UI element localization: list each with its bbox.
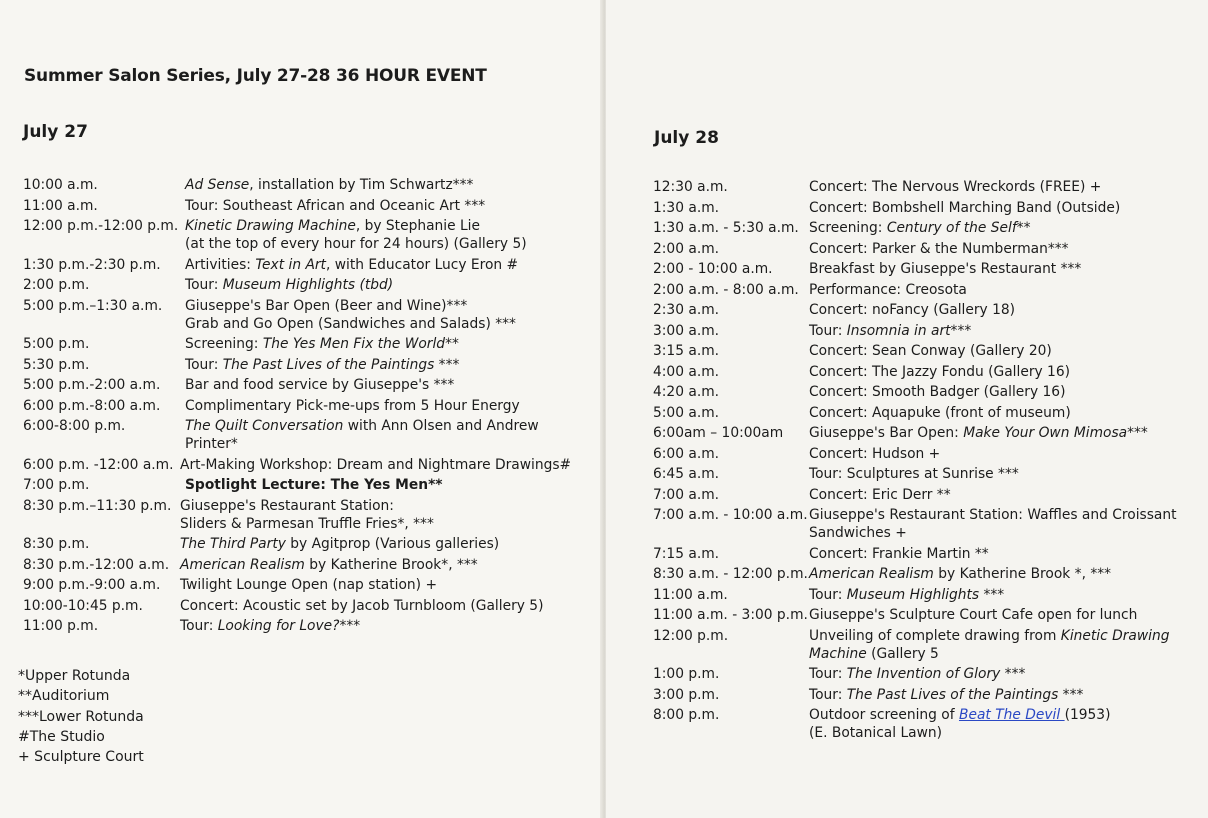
event-description xyxy=(809,178,1203,196)
event-text: Concert: Smooth Badger (Gallery 16) xyxy=(809,384,1066,400)
schedule-row xyxy=(653,219,1203,237)
schedule-row xyxy=(653,199,1203,217)
event-time: 7:00 a.m. xyxy=(653,486,720,503)
schedule-row xyxy=(23,197,598,215)
event-time: 7:15 a.m. xyxy=(653,545,720,562)
schedule-row xyxy=(653,486,1203,504)
event-time: 12:30 a.m. xyxy=(653,179,728,195)
event-text-bold: Spotlight Lecture: The Yes Men** xyxy=(185,477,443,493)
event-text: Complimentary Pick-me-ups from 5 Hour Energy xyxy=(185,397,520,414)
event-text: Breakfast by Giuseppe's Restaurant *** xyxy=(809,261,1082,277)
event-time: 8:30 p.m.–11:30 p.m. xyxy=(23,497,172,514)
event-line xyxy=(809,465,1203,483)
schedule-row xyxy=(23,297,598,333)
event-text: Tour: xyxy=(809,586,847,603)
july-27-heading: July 27 xyxy=(23,122,88,142)
event-line xyxy=(809,665,1203,683)
event-text: ** xyxy=(1016,220,1031,236)
schedule-row xyxy=(653,665,1203,683)
event-line xyxy=(809,606,1203,624)
july-28-heading: July 28 xyxy=(654,128,719,148)
event-time: 10:00 a.m. xyxy=(23,177,98,193)
event-line xyxy=(809,445,1203,463)
event-text: Concert: Acoustic set by Jacob Turnbloom (Gallery 5) xyxy=(180,597,544,614)
event-description xyxy=(185,335,598,353)
event-line-2 xyxy=(180,515,598,533)
schedule-row xyxy=(653,545,1203,563)
event-line xyxy=(185,335,598,353)
schedule-row xyxy=(653,363,1203,381)
event-time: 6:00-8:00 p.m. xyxy=(23,418,126,434)
event-line xyxy=(180,497,598,515)
event-line xyxy=(180,556,598,574)
july-27-schedule xyxy=(23,176,598,638)
event-title: Century of the Self xyxy=(886,220,1017,236)
event-title: American Realism xyxy=(180,556,305,573)
event-line xyxy=(809,586,1203,604)
event-time: 6:00 a.m. xyxy=(653,445,720,462)
schedule-row xyxy=(23,617,598,635)
event-line xyxy=(809,281,1203,299)
event-title: Kinetic Drawing Machine xyxy=(185,218,356,234)
event-time: 7:00 p.m. xyxy=(23,477,90,493)
event-text: Screening: xyxy=(185,336,263,352)
event-text: Tour: xyxy=(809,322,847,339)
event-time: 4:20 a.m. xyxy=(653,384,720,400)
event-line xyxy=(185,217,598,235)
event-time: 12:00 p.m. xyxy=(653,627,729,644)
event-time: 5:00 p.m.-2:00 a.m. xyxy=(23,377,161,393)
event-line xyxy=(180,597,598,615)
legend-entry: ***Lower Rotunda xyxy=(18,708,144,725)
event-text: Concert: The Nervous Wreckords (FREE) + xyxy=(809,179,1102,195)
event-description xyxy=(809,606,1203,624)
event-description xyxy=(180,556,598,574)
event-description xyxy=(809,506,1203,542)
event-text: Artivities: xyxy=(185,256,256,273)
event-text: Tour: xyxy=(185,356,223,373)
event-time: 2:00 p.m. xyxy=(23,277,90,293)
event-line-2 xyxy=(185,435,598,453)
schedule-row xyxy=(653,240,1203,258)
event-text: Grab and Go Open (Sandwiches and Salads) *** xyxy=(185,315,516,332)
event-text: Sandwiches + xyxy=(809,525,907,541)
event-line xyxy=(185,476,598,494)
event-line-2 xyxy=(185,315,598,333)
event-time: 2:00 a.m. - 8:00 a.m. xyxy=(653,281,799,298)
event-title: Kinetic Drawing xyxy=(1060,627,1170,644)
event-text: Tour: xyxy=(185,277,223,293)
event-description xyxy=(809,424,1203,442)
event-line xyxy=(809,301,1203,319)
event-description xyxy=(180,617,598,635)
right-page xyxy=(606,0,1208,818)
location-legend xyxy=(18,666,144,767)
event-text: Concert: Sean Conway (Gallery 20) xyxy=(809,343,1052,359)
event-time: 8:30 p.m.-12:00 a.m. xyxy=(23,556,170,573)
event-text: Bar and food service by Giuseppe's *** xyxy=(185,377,455,393)
event-description xyxy=(185,256,598,274)
event-text: , by Stephanie Lie xyxy=(355,218,480,234)
schedule-row xyxy=(653,586,1203,604)
event-description xyxy=(809,486,1203,504)
event-line xyxy=(809,424,1203,442)
event-text: Art-Making Workshop: Dream and Nightmare Drawings# xyxy=(180,456,572,473)
event-time: 7:00 a.m. - 10:00 a.m. xyxy=(653,507,808,523)
event-description xyxy=(809,383,1203,401)
event-text: *** xyxy=(1058,686,1084,703)
schedule-row xyxy=(23,535,598,553)
legend-entry: *Upper Rotunda xyxy=(18,668,131,684)
event-text: *** xyxy=(339,618,361,634)
schedule-row xyxy=(653,424,1203,442)
event-line xyxy=(809,383,1203,401)
event-line xyxy=(809,342,1203,360)
event-text: Printer* xyxy=(185,436,238,452)
event-line-2 xyxy=(185,235,598,253)
schedule-row xyxy=(23,497,598,533)
schedule-row xyxy=(23,597,598,615)
event-description xyxy=(180,497,598,533)
event-description xyxy=(809,686,1203,704)
event-text: *** xyxy=(1000,666,1026,682)
event-description xyxy=(809,301,1203,319)
schedule-row xyxy=(653,322,1203,340)
schedule-row xyxy=(23,476,598,494)
schedule-row xyxy=(23,276,598,294)
event-description xyxy=(809,219,1203,237)
event-time: 6:45 a.m. xyxy=(653,466,720,482)
event-title: Museum Highlights (tbd) xyxy=(222,277,394,293)
event-text: *** xyxy=(979,586,1005,603)
event-time: 6:00 p.m.-8:00 a.m. xyxy=(23,397,161,414)
schedule-row xyxy=(23,556,598,574)
event-time: 3:00 p.m. xyxy=(653,686,720,703)
event-text: Unveiling of complete drawing from xyxy=(809,627,1061,644)
schedule-row xyxy=(653,178,1203,196)
schedule-row xyxy=(23,397,598,415)
event-time: 2:00 - 10:00 a.m. xyxy=(653,261,773,277)
event-description xyxy=(809,363,1203,381)
schedule-row xyxy=(23,176,598,194)
schedule-row xyxy=(23,417,598,453)
schedule-row xyxy=(653,260,1203,278)
event-line xyxy=(809,627,1203,645)
schedule-row xyxy=(653,706,1203,742)
event-description xyxy=(185,356,598,374)
event-line xyxy=(185,417,598,435)
event-time: 6:00am – 10:00am xyxy=(653,425,784,441)
event-text: Tour: xyxy=(180,618,218,634)
schedule-row xyxy=(653,606,1203,624)
event-time: 11:00 p.m. xyxy=(23,618,99,634)
schedule-row xyxy=(653,686,1203,704)
legend-entry: **Auditorium xyxy=(18,688,110,705)
event-description xyxy=(809,281,1203,299)
event-text: by Agitprop (Various galleries) xyxy=(285,536,500,552)
event-time: 9:00 p.m.-9:00 a.m. xyxy=(23,577,161,593)
event-line xyxy=(180,456,598,474)
event-line xyxy=(809,545,1203,563)
event-text: (at the top of every hour for 24 hours) (Gallery 5) xyxy=(185,236,527,252)
schedule-row xyxy=(653,342,1203,360)
schedule-row xyxy=(653,281,1203,299)
event-line xyxy=(809,706,1203,724)
schedule-row xyxy=(653,627,1203,663)
event-line xyxy=(180,617,598,635)
event-description xyxy=(809,586,1203,604)
event-text: Performance: Creosota xyxy=(809,281,967,298)
event-line xyxy=(809,404,1203,422)
event-text: Concert: Frankie Martin ** xyxy=(809,545,989,562)
event-text: Tour: xyxy=(809,686,847,703)
event-title: Ad Sense xyxy=(185,177,250,193)
event-line xyxy=(809,506,1203,524)
event-time: 10:00-10:45 p.m. xyxy=(23,597,143,614)
event-time: 8:30 p.m. xyxy=(23,536,90,552)
event-time: 5:00 p.m.–1:30 a.m. xyxy=(23,297,163,314)
schedule-row xyxy=(23,335,598,353)
schedule-row xyxy=(653,465,1203,483)
event-time: 3:00 a.m. xyxy=(653,322,720,339)
schedule-row xyxy=(23,576,598,594)
event-line xyxy=(809,199,1203,217)
event-description xyxy=(185,397,598,415)
event-title-link: Beat The Devil xyxy=(958,707,1065,723)
event-description xyxy=(809,627,1203,663)
event-time: 8:00 p.m. xyxy=(653,707,720,723)
event-description xyxy=(180,576,598,594)
event-line xyxy=(185,297,598,315)
event-time: 2:30 a.m. xyxy=(653,302,720,318)
event-line xyxy=(185,197,598,215)
event-time: 11:00 a.m. xyxy=(23,197,98,214)
schedule-row xyxy=(23,217,598,253)
event-line xyxy=(185,397,598,415)
event-text: ** xyxy=(445,336,459,352)
event-description xyxy=(809,565,1203,583)
event-description xyxy=(180,456,598,474)
event-text: Concert: Hudson + xyxy=(809,445,941,462)
event-title: Text in Art xyxy=(255,256,326,273)
event-text: *** xyxy=(1127,425,1148,441)
event-title: The Invention of Glory xyxy=(846,666,1001,682)
event-time: 6:00 p.m. -12:00 a.m. xyxy=(23,456,174,473)
event-time: 1:30 a.m. - 5:30 a.m. xyxy=(653,220,799,236)
event-text: by Katherine Brook *, *** xyxy=(933,566,1112,582)
event-line xyxy=(809,322,1203,340)
event-description xyxy=(809,465,1203,483)
event-title: Make Your Own Mimosa xyxy=(963,425,1128,441)
schedule-row xyxy=(653,506,1203,542)
event-text: Screening: xyxy=(809,220,887,236)
event-title: Machine xyxy=(809,645,867,662)
event-description xyxy=(185,197,598,215)
event-text: Concert: Eric Derr ** xyxy=(809,486,951,503)
event-time: 11:00 a.m. - 3:00 p.m. xyxy=(653,607,808,623)
event-text: *** xyxy=(950,322,972,339)
event-text: (1953) xyxy=(1064,707,1111,723)
event-description xyxy=(809,199,1203,217)
event-title: Insomnia in art xyxy=(846,322,951,339)
event-line-2 xyxy=(809,645,1203,663)
event-text: Concert: Aquapuke (front of museum) xyxy=(809,404,1071,421)
legend-entry: #The Studio xyxy=(18,728,105,745)
schedule-row xyxy=(23,376,598,394)
event-description xyxy=(185,417,598,453)
event-line xyxy=(185,176,598,194)
event-description xyxy=(809,706,1203,742)
event-text: Concert: noFancy (Gallery 18) xyxy=(809,302,1016,318)
event-line xyxy=(809,486,1203,504)
event-time: 5:00 p.m. xyxy=(23,336,90,352)
event-text: Tour: xyxy=(809,666,847,682)
event-line xyxy=(809,565,1203,583)
event-description xyxy=(809,342,1203,360)
event-description xyxy=(185,176,598,194)
event-time: 5:00 a.m. xyxy=(653,404,720,421)
event-time: 8:30 a.m. - 12:00 p.m. xyxy=(653,566,808,582)
event-description xyxy=(180,597,598,615)
event-text: with Ann Olsen and Andrew xyxy=(343,418,539,434)
event-title: The Third Party xyxy=(180,536,286,552)
event-line xyxy=(185,256,598,274)
event-time: 12:00 p.m.-12:00 p.m. xyxy=(23,218,179,234)
event-text: Twilight Lounge Open (nap station) + xyxy=(180,577,438,593)
event-text: Concert: The Jazzy Fondu (Gallery 16) xyxy=(809,363,1070,380)
event-text: Tour: Southeast African and Oceanic Art *** xyxy=(185,197,486,214)
event-text: Tour: Sculptures at Sunrise *** xyxy=(809,466,1019,482)
event-title: The Quilt Conversation xyxy=(185,418,344,434)
schedule-row xyxy=(653,404,1203,422)
event-line xyxy=(809,219,1203,237)
event-line xyxy=(185,276,598,294)
event-description xyxy=(809,404,1203,422)
schedule-row xyxy=(23,256,598,274)
event-time: 5:30 p.m. xyxy=(23,356,90,373)
event-line-2 xyxy=(809,524,1203,542)
event-text: Giuseppe's Sculpture Court Cafe open for lunch xyxy=(809,607,1138,623)
event-text: Giuseppe's Restaurant Station: xyxy=(180,497,394,514)
event-text: , installation by Tim Schwartz*** xyxy=(249,177,474,193)
event-text: Giuseppe's Bar Open (Beer and Wine)*** xyxy=(185,297,468,314)
schedule-row xyxy=(653,565,1203,583)
event-time: 1:30 a.m. xyxy=(653,199,720,216)
event-description xyxy=(185,376,598,394)
event-time: 1:30 p.m.-2:30 p.m. xyxy=(23,256,161,273)
event-description xyxy=(185,297,598,333)
event-text: Concert: Bombshell Marching Band (Outside) xyxy=(809,199,1121,216)
event-description xyxy=(185,217,598,253)
event-line xyxy=(809,260,1203,278)
event-description xyxy=(185,476,598,494)
event-line xyxy=(809,686,1203,704)
event-description xyxy=(809,322,1203,340)
event-time: 4:00 a.m. xyxy=(653,363,720,380)
event-description xyxy=(809,240,1203,258)
event-title: Museum Highlights xyxy=(846,586,980,603)
schedule-row xyxy=(23,356,598,374)
event-line-2 xyxy=(809,724,1203,742)
event-title: The Past Lives of the Paintings xyxy=(222,356,435,373)
event-title: The Past Lives of the Paintings xyxy=(846,686,1059,703)
schedule-row xyxy=(653,445,1203,463)
event-description xyxy=(180,535,598,553)
event-text: Giuseppe's Bar Open: xyxy=(809,425,964,441)
event-description xyxy=(809,260,1203,278)
event-line xyxy=(185,376,598,394)
schedule-row xyxy=(23,456,598,474)
event-description xyxy=(185,276,598,294)
event-text: (E. Botanical Lawn) xyxy=(809,725,943,741)
event-time: 2:00 a.m. xyxy=(653,240,720,257)
event-time: 1:00 p.m. xyxy=(653,666,720,682)
event-line xyxy=(809,240,1203,258)
legend-entry: + Sculpture Court xyxy=(18,749,144,766)
event-text: *** xyxy=(434,356,460,373)
event-text: Outdoor screening of xyxy=(809,707,959,723)
event-time: 3:15 a.m. xyxy=(653,343,720,359)
event-line xyxy=(185,356,598,374)
event-text: Sliders & Parmesan Truffle Fries*, *** xyxy=(180,515,434,532)
event-line xyxy=(809,363,1203,381)
event-line xyxy=(180,535,598,553)
event-text: (Gallery 5 xyxy=(866,645,939,662)
event-title: Summer Salon Series, July 27-28 36 HOUR EVENT xyxy=(24,66,487,86)
event-line xyxy=(180,576,598,594)
schedule-row xyxy=(653,383,1203,401)
event-text: by Katherine Brook*, *** xyxy=(304,556,478,573)
event-line xyxy=(809,178,1203,196)
event-description xyxy=(809,445,1203,463)
event-title: The Yes Men Fix the World xyxy=(262,336,446,352)
event-description xyxy=(809,545,1203,563)
schedule-row xyxy=(653,301,1203,319)
event-text: Giuseppe's Restaurant Station: Waffles and Croissant xyxy=(809,507,1177,523)
event-text: , with Educator Lucy Eron # xyxy=(325,256,519,273)
event-text: Concert: Parker & the Numberman*** xyxy=(809,240,1069,257)
event-description xyxy=(809,665,1203,683)
event-title: Looking for Love? xyxy=(217,618,340,634)
july-28-schedule xyxy=(653,178,1203,745)
event-time: 11:00 a.m. xyxy=(653,586,728,603)
event-title: American Realism xyxy=(809,566,934,582)
